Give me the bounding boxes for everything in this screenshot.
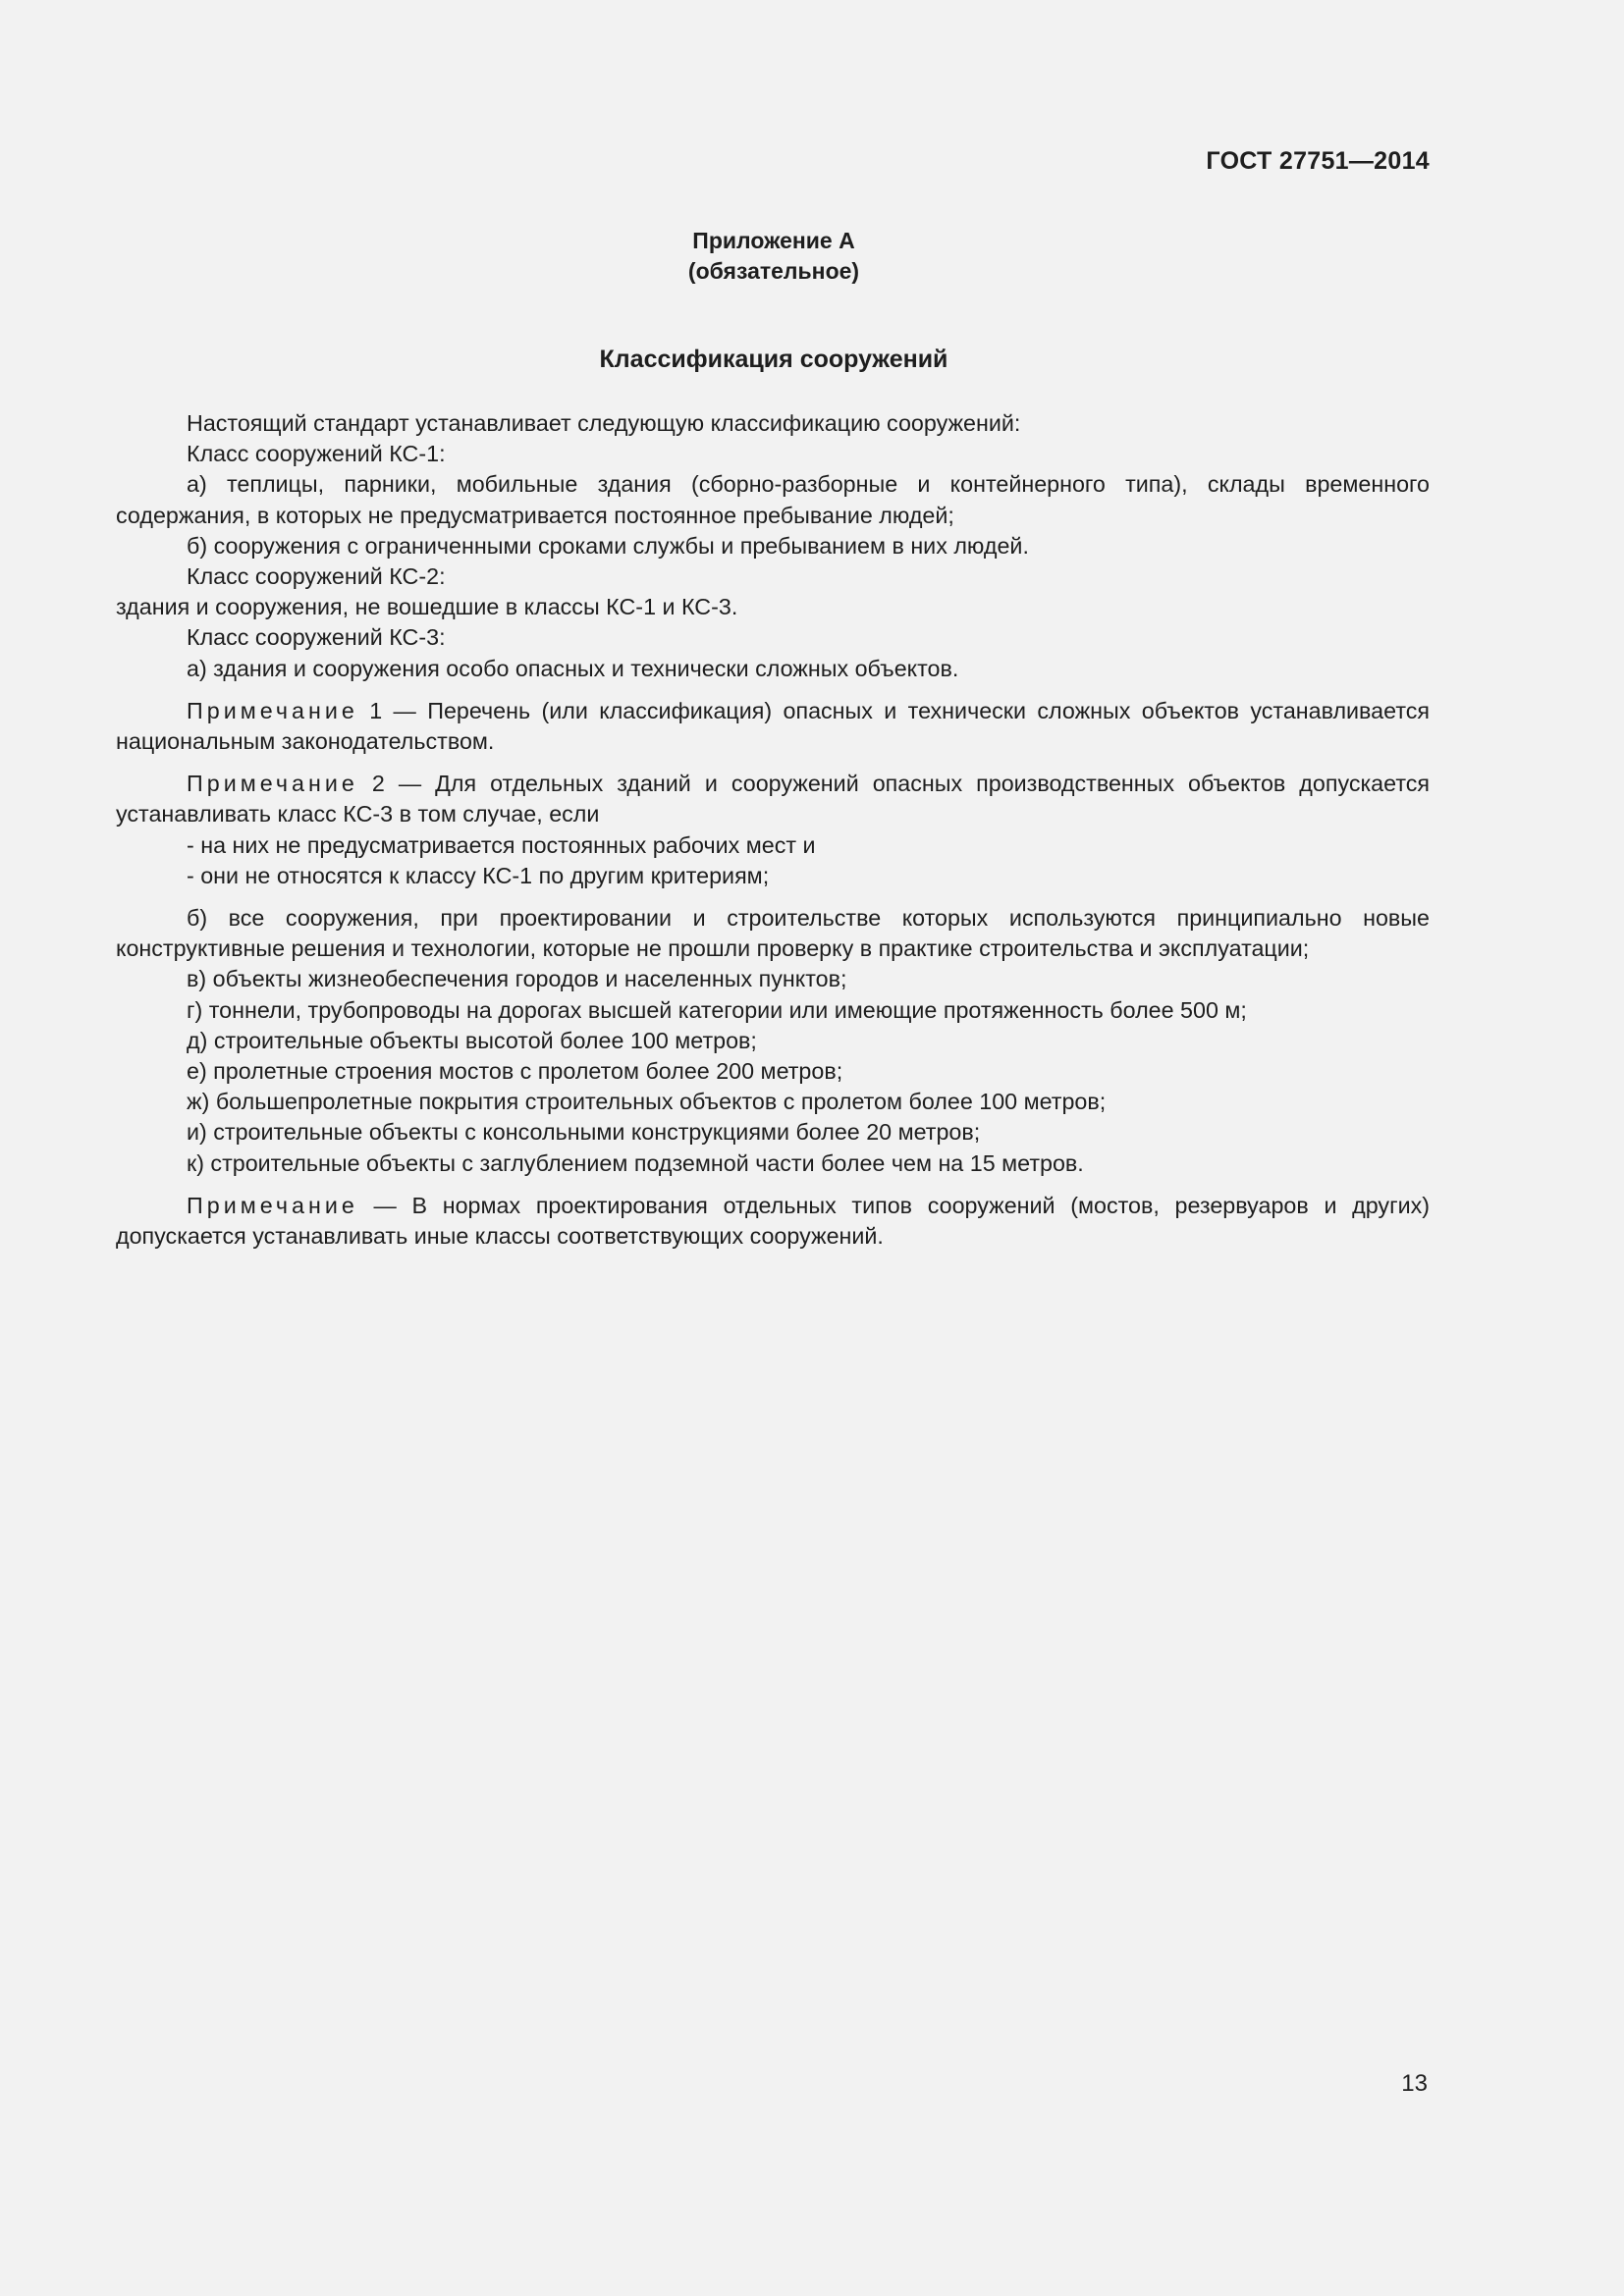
note-1 (116, 696, 1430, 757)
class-heading-ks3: Класс сооружений КС-3: (187, 624, 446, 651)
class-heading-ks1: Класс сооружений КС-1: (187, 441, 446, 467)
appendix-subtitle: (обязательное) (687, 258, 860, 284)
note-label: Примечание (187, 697, 358, 723)
page-number: 13 (1401, 2070, 1428, 2097)
note-list-item: - они не относятся к классу КС-1 по другим критериям; (187, 862, 770, 888)
note-list-item: - на них не предусматривается постоянных рабочих мест и (187, 831, 816, 858)
note-text: 2 — Для отдельных зданий и сооружений опасных производственных объектов допускается устанавливать класс КС-3 в том случае, если (116, 771, 1430, 828)
list-item: а) здания и сооружения особо опасных и технически сложных объектов. (187, 655, 959, 681)
list-item: и) строительные объекты с консольными конструкциями более 20 метров; (187, 1119, 981, 1146)
list-item: в) объекты жизнеобеспечения городов и населенных пунктов; (187, 966, 847, 992)
list-item: г) тоннели, трубопроводы на дорогах высшей категории или имеющие протяженность более 500 м; (187, 996, 1247, 1023)
list-item: б) все сооружения, при проектировании и строительстве которых используются принципиально новые конструктивные решения и технологии, которые не прошли проверку в практике строительства и эксплуатации; (116, 905, 1430, 962)
document-body (116, 408, 1430, 1252)
paragraph: Настоящий стандарт устанавливает следующую классификацию сооружений: (187, 410, 1021, 436)
appendix-heading (0, 226, 1547, 287)
list-item: ж) большепролетные покрытия строительных объектов с пролетом более 100 метров; (187, 1089, 1107, 1115)
note-2 (116, 769, 1430, 829)
note-label: Примечание (187, 771, 358, 797)
class-heading-ks2: Класс сооружений КС-2: (187, 563, 446, 590)
list-item: д) строительные объекты высотой более 100 метров; (187, 1027, 757, 1053)
appendix-title: Приложение А (692, 228, 855, 253)
note-text: — В нормах проектирования отдельных типов сооружений (мостов, резервуаров и других) допускается устанавливать иные классы соответствующих сооружений. (116, 1192, 1430, 1250)
list-item: б) сооружения с ограниченными сроками службы и пребыванием в них людей. (187, 532, 1029, 559)
note-label: Примечание (187, 1192, 358, 1218)
list-item: а) теплицы, парники, мобильные здания (сборно-разборные и контейнерного типа), склады временного содержания, в которых не предусматривается постоянное пребывание людей; (116, 471, 1430, 528)
list-item: к) строительные объекты с заглублением подземной части более чем на 15 метров. (187, 1149, 1084, 1176)
note-3 (116, 1191, 1430, 1252)
list-item: е) пролетные строения мостов с пролетом более 200 метров; (187, 1058, 843, 1085)
section-title: Классификация сооружений (599, 346, 948, 373)
paragraph: здания и сооружения, не вошедшие в классы КС-1 и КС-3. (116, 594, 738, 620)
document-code: ГОСТ 27751—2014 (1206, 147, 1430, 175)
note-text: 1 — Перечень (или классификация) опасных и технически сложных объектов устанавливается национальным законодательством. (116, 697, 1430, 755)
